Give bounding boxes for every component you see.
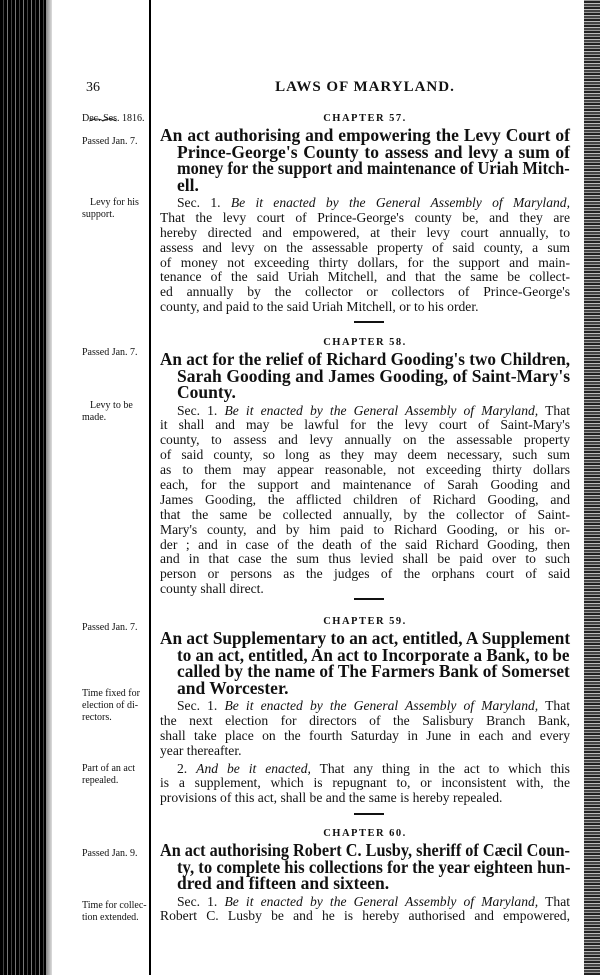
section-text-line: Mary's county, and by him paid to Richard Gooding, or his or- (160, 521, 570, 537)
margin-note-line: support. (82, 209, 115, 220)
act-title-line: and Worcester. (177, 677, 289, 698)
scan-shadow (46, 0, 52, 975)
section-text-line: county, and paid to the said Uriah Mitchell, or to his order. (160, 299, 479, 315)
section-text-line: county, to assess and levy annually on the assessable property (160, 432, 570, 448)
act-title-line: money for the support and maintenance of Uriah Mitch- (177, 158, 570, 178)
section-text-line: of money not exceeding thirty dollars, for the support and main- (160, 254, 570, 270)
page-number: 36 (86, 80, 100, 95)
section-text-line: is a supplement, which is repugnant to, or inconsistent with, the (160, 775, 570, 791)
section-text-line: tenance of the said Uriah Mitchell, and that the same be collect- (160, 269, 570, 285)
section-text-line: person or persons as the judges of the orphans court of said (160, 566, 570, 582)
chapter-59 (160, 613, 570, 806)
section-text: That (545, 893, 571, 909)
act-title-line: An act authorising Robert C. Lusby, sheriff of Cæcil Coun- (160, 840, 570, 860)
section-text-line: each, for the support and maintenance of Sarah Gooding and (160, 476, 570, 492)
margin-note-line: Time for collec- (82, 900, 147, 911)
margin-note-line: tion extended. (82, 912, 139, 923)
margin-note-line: election of di- (82, 700, 139, 711)
section-first-line (177, 404, 570, 419)
enacting-clause: Be it enacted by the General Assembly of Maryland, (224, 893, 539, 909)
margin-note-line: Dec. Ses. 1816. (82, 113, 145, 124)
margin-note-time59 (82, 688, 140, 724)
margin-note-levy58 (82, 400, 133, 424)
act-title-line: An act Supplementary to an act, entitled, A Supplement (160, 628, 571, 648)
section-text-line: year thereafter. (160, 742, 242, 758)
section-number: Sec. 1. (177, 402, 218, 418)
section-text-line: Robert C. Lusby be and he is hereby authorised and empowered, (160, 908, 570, 924)
enacting-clause: Be it enacted by the General Assembly of Maryland, (224, 698, 539, 713)
section (160, 404, 570, 598)
chapter-heading: CHAPTER 58. (323, 337, 407, 348)
section-text: That (545, 698, 571, 713)
chapter-heading: CHAPTER 57. (323, 113, 407, 124)
section-first-line (177, 699, 570, 714)
margin-note-line: made. (82, 412, 107, 423)
scan-border-right (584, 0, 600, 975)
section-text-line: shall take place on the fourth Saturday in June in each and every (160, 727, 570, 743)
margin-note-line: Passed Jan. 7. (82, 136, 138, 147)
section-text-line: ed annually by the collector or collectors of Prince-George's (160, 284, 570, 300)
section (160, 762, 570, 807)
chapter-57 (160, 110, 570, 315)
enacting-clause: Be it enacted by the General Assembly of Maryland, (224, 402, 539, 418)
section (160, 699, 570, 759)
act-title-line: Sarah Gooding and James Gooding, of Saint-Mary's (177, 365, 570, 386)
session-brace: ⁀⁀ (90, 120, 116, 137)
margin-note-line: Part of an act (82, 763, 136, 774)
act-title-line: An act authorising and empowering the Levy Court of (160, 125, 570, 145)
margin-note-session (82, 113, 145, 125)
margin-note-part59 (82, 763, 135, 787)
section-text-line: provisions of this act, shall be and the same is hereby repealed. (160, 790, 503, 806)
margin-note-levy57 (82, 197, 139, 221)
section-text-line: of said county, so long as they may deem necessary, such sum (160, 447, 570, 463)
chapter-separator (354, 321, 384, 323)
running-title: LAWS OF MARYLAND. (275, 79, 455, 95)
section (160, 895, 570, 925)
section-text-line: it shall and may be lawful for the levy court of Saint-Mary's (160, 417, 570, 433)
section-number: Sec. 1. (177, 195, 221, 210)
margin-note-time60 (82, 900, 147, 924)
section-first-line (177, 895, 570, 910)
act-title-line: An act for the relief of Richard Gooding's two Children, (160, 349, 571, 369)
chapter-heading: CHAPTER 60. (323, 828, 407, 839)
scan-border-left (0, 0, 46, 975)
margin-note-passed60 (82, 848, 138, 860)
margin-note-line: Passed Jan. 7. (82, 622, 138, 633)
section-number: Sec. 1. (177, 698, 218, 713)
enacting-clause: And be it enacted, (196, 760, 311, 776)
margin-note-passed59 (82, 622, 138, 634)
margin-note-line: Levy for his (90, 197, 139, 208)
section-text-line: That the levy court of Prince-George's county be, and they are (160, 209, 570, 225)
enacting-clause: Be it enacted by the General Assembly of Maryland, (230, 195, 570, 210)
margin-note-line: Passed Jan. 7. (82, 347, 138, 358)
margin-note-line: rectors. (82, 712, 112, 723)
section-text: That any thing in the act to which this (319, 760, 570, 776)
section-text-line: hereby directed and empowered, at their levy court annually, to (160, 224, 570, 240)
chapter-60 (160, 825, 570, 924)
section-text-line: county shall direct. (160, 581, 264, 597)
section-first-line (177, 196, 570, 211)
margin-note-line: Passed Jan. 9. (82, 848, 138, 859)
margin-note-line: repealed. (82, 775, 119, 786)
section-text-line: and in that case the sum thus levied shall be paid over to such (160, 551, 570, 567)
section-text-line: as to them may appear reasonable, not exceeding thirty dollars (160, 462, 570, 478)
act-title-line: to an act, entitled, An act to Incorporate a Bank, to be (177, 644, 570, 665)
section-text-line: der ; and in case of the death of the said Richard Gooding, then (160, 536, 570, 552)
section-text-line: assess and levy on the assessable property of said county, a sum (160, 239, 570, 255)
margin-note-passed58 (82, 347, 138, 359)
section-first-line (177, 762, 570, 777)
chapter-heading: CHAPTER 59. (323, 616, 407, 627)
act-title-line: ell. (177, 174, 199, 195)
act-title-line: called by the name of The Farmers Bank of Somerset (177, 661, 570, 681)
section-text-line: the next election for directors of the Salisbury Branch Bank, (160, 712, 570, 728)
margin-note-line: Time fixed for (82, 688, 140, 699)
section-number: 2. (177, 760, 188, 776)
section-number: Sec. 1. (177, 893, 218, 909)
act-title-line: Prince-George's County to assess and levy a sum of (177, 141, 570, 162)
chapter-separator (354, 598, 384, 600)
margin-note-passed57 (82, 136, 138, 148)
act-title-line: dred and fifteen and sixteen. (177, 873, 390, 893)
section-text: That (545, 402, 571, 418)
section (160, 196, 570, 315)
margin-rule (149, 0, 151, 975)
section-text-line: that the same be collected annually, by the collector of Saint- (160, 506, 570, 522)
margin-note-line: Levy to be (90, 400, 133, 411)
act-title-line: ty, to complete his collections for the year eighteen hun- (177, 856, 571, 877)
act-title-line: County. (177, 382, 236, 402)
chapter-separator (354, 813, 384, 815)
chapter-58 (160, 334, 570, 597)
section-text-line: James Gooding, the afflicted children of Richard Gooding, and (160, 491, 570, 507)
